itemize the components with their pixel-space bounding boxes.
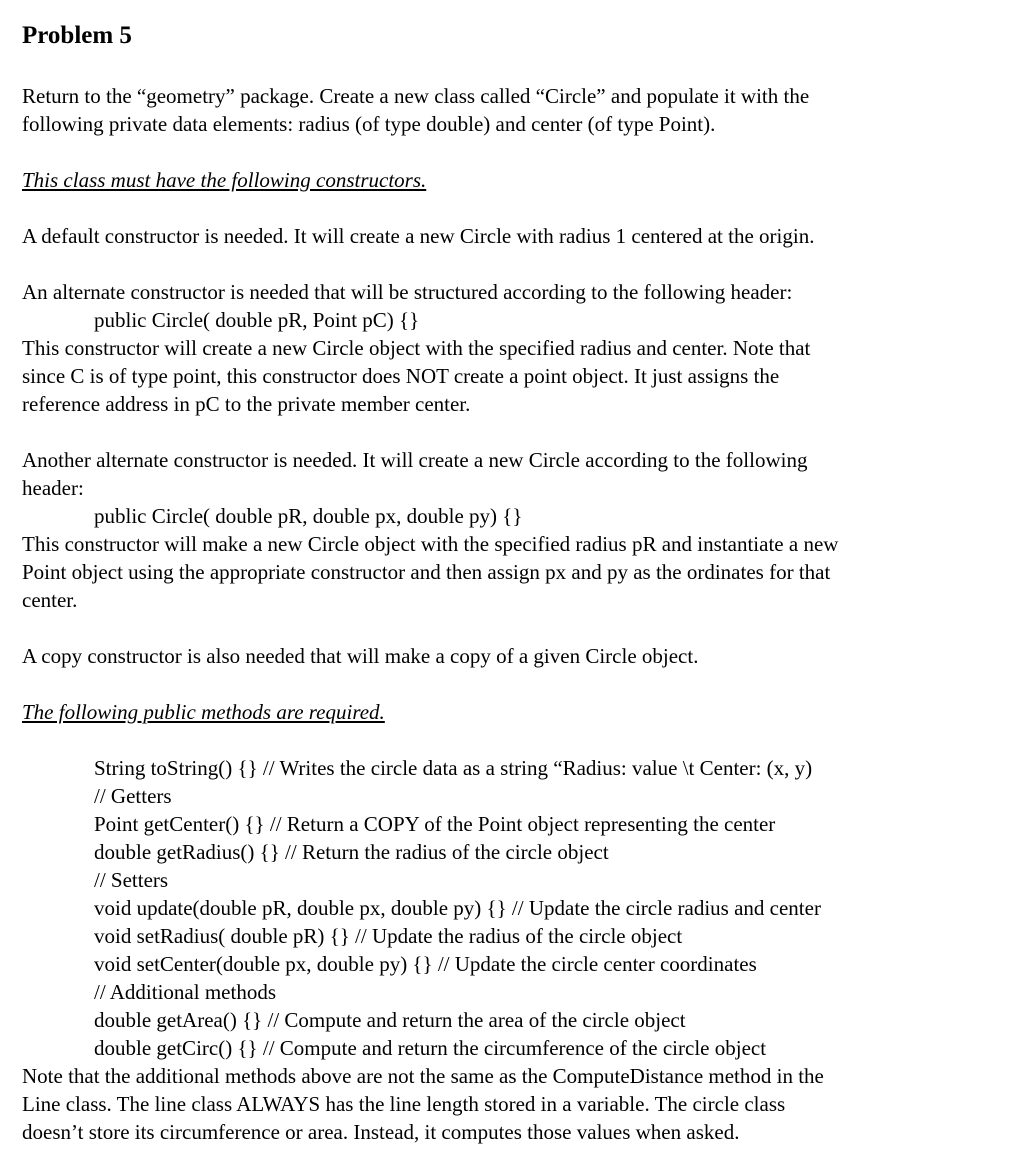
methods-list (22, 754, 997, 1146)
method-line: Point getCenter() {} // Return a COPY of the Point object representing the center (94, 812, 776, 836)
method-line: double getArea() {} // Compute and return the area of the circle object (94, 1008, 686, 1032)
method-line: double getCirc() {} // Compute and return the circumference of the circle object (94, 1036, 767, 1060)
method-line: void update(double pR, double px, double py) {} // Update the circle radius and center (94, 896, 821, 920)
alt-constructor-2-paragraph (22, 446, 997, 614)
closing-note-line: Line class. The line class ALWAYS has the line length stored in a variable. The circle class (22, 1092, 786, 1116)
alt-constructor-2-description-line: This constructor will make a new Circle object with the specified radius pR and instantiate a new (22, 532, 839, 556)
constructors-heading-text: This class must have the following constructors. (22, 168, 427, 192)
default-constructor-text: A default constructor is needed. It will create a new Circle with radius 1 centered at the origin. (22, 224, 815, 248)
alt-constructor-2-description-line: center. (22, 588, 78, 612)
alt-constructor-2-header: public Circle( double pR, double px, double py) {} (94, 504, 523, 528)
alt-constructor-2-description-line: Point object using the appropriate constructor and then assign px and py as the ordinates for that (22, 560, 831, 584)
method-line: // Setters (94, 868, 169, 892)
intro-line: following private data elements: radius (of type double) and center (of type Point). (22, 112, 716, 136)
method-line: // Getters (94, 784, 172, 808)
alt-constructor-1-description-line: reference address in pC to the private member center. (22, 392, 471, 416)
intro-line: Return to the “geometry” package. Create a new class called “Circle” and populate it with the (22, 84, 810, 108)
alt-constructor-1-description-line: since C is of type point, this constructor does NOT create a point object. It just assigns the (22, 364, 780, 388)
alt-constructor-2-intro-line: header: (22, 476, 84, 500)
alt-constructor-1-description-line: This constructor will create a new Circle object with the specified radius and center. Note that (22, 336, 811, 360)
alt-constructor-1-intro: An alternate constructor is needed that will be structured according to the following header: (22, 280, 793, 304)
method-line: // Additional methods (94, 980, 276, 1004)
method-line: String toString() {} // Writes the circle data as a string “Radius: value \t Center: (x, y) (94, 756, 813, 780)
closing-note-line: Note that the additional methods above are not the same as the ComputeDistance method in the (22, 1064, 824, 1088)
closing-note-line: doesn’t store its circumference or area. Instead, it computes those values when asked. (22, 1120, 740, 1144)
method-line: double getRadius() {} // Return the radius of the circle object (94, 840, 609, 864)
intro-paragraph (22, 82, 997, 138)
method-line: void setCenter(double px, double py) {} // Update the circle center coordinates (94, 952, 757, 976)
copy-constructor-paragraph (22, 642, 997, 670)
copy-constructor-text: A copy constructor is also needed that will make a copy of a given Circle object. (22, 644, 699, 668)
alt-constructor-1-header: public Circle( double pR, Point pC) {} (94, 308, 420, 332)
methods-heading (22, 698, 997, 726)
alt-constructor-2-intro-line: Another alternate constructor is needed. It will create a new Circle according to the following (22, 448, 808, 472)
constructors-heading (22, 166, 997, 194)
method-line: void setRadius( double pR) {} // Update the radius of the circle object (94, 924, 683, 948)
methods-heading-text: The following public methods are required. (22, 700, 385, 724)
alt-constructor-1-paragraph (22, 278, 997, 418)
page-title: Problem 5 (22, 22, 132, 49)
default-constructor-paragraph (22, 222, 997, 250)
